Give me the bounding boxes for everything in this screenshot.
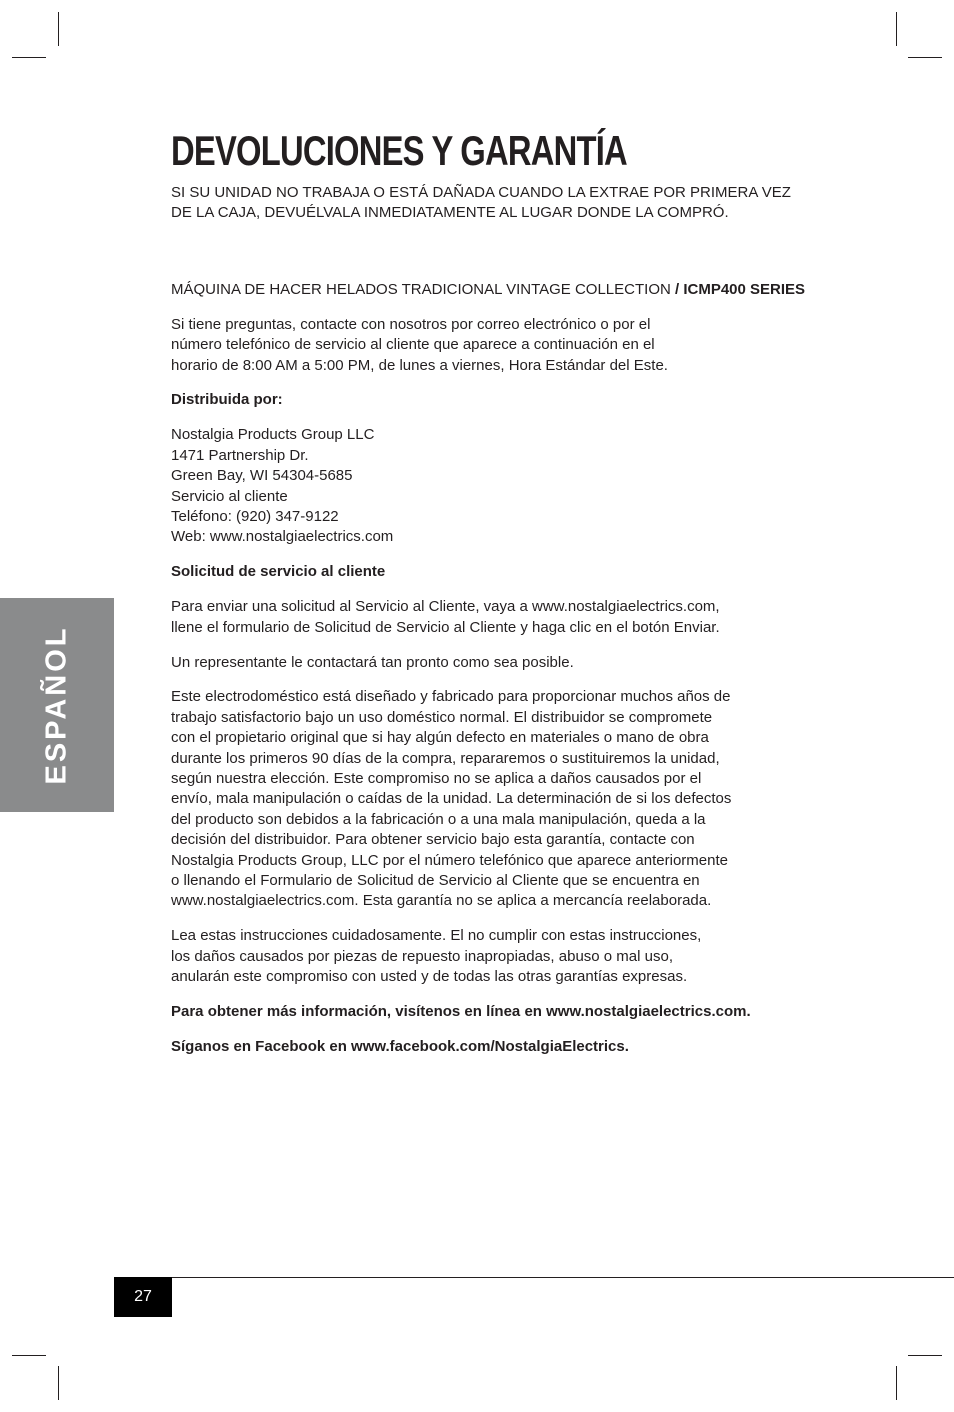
page-title: DEVOLUCIONES Y GARANTÍA: [171, 127, 627, 174]
more-info-line: Para obtener más información, visítenos en línea en www.nostalgiaelectrics.com.: [171, 1003, 751, 1021]
language-tab: [0, 598, 114, 812]
warranty-line: www.nostalgiaelectrics.com. Esta garantía no se aplica a mercancía reelaborada.: [171, 892, 712, 910]
address-line: Green Bay, WI 54304-5685: [171, 467, 353, 485]
product-line: [171, 280, 811, 300]
warranty-line: o llenando el Formulario de Solicitud de Servicio al Cliente que se encuentra en: [171, 872, 700, 890]
address-line: Web: www.nostalgiaelectrics.com: [171, 528, 394, 546]
product-name: MÁQUINA DE HACER HELADOS TRADICIONAL VINTAGE COLLECTION: [171, 280, 675, 298]
address-line: Nostalgia Products Group LLC: [171, 426, 375, 444]
distributed-by-heading: Distribuida por:: [171, 391, 283, 409]
contact-line: horario de 8:00 AM a 5:00 PM, de lunes a viernes, Hora Estándar del Este.: [171, 356, 668, 374]
warranty-line: según nuestra elección. Este compromiso no se aplica a daños causados por el: [171, 770, 702, 788]
language-tab-label: ESPAÑOL: [40, 625, 73, 785]
warranty-line: decisión del distribuidor. Para obtener servicio bajo esta garantía, contacte con: [171, 831, 695, 849]
warranty-line: del producto son debidos a la fabricación o a una mala manipulación, queda a la: [171, 810, 706, 828]
facebook-line: Síganos en Facebook en www.facebook.com/NostalgiaElectrics.: [171, 1038, 629, 1055]
crop-mark-bottom-right-horizontal: [908, 1355, 942, 1356]
contact-paragraph: [171, 315, 811, 376]
warranty-line: trabajo satisfactorio bajo un uso doméstico normal. El distribuidor se compromete: [171, 708, 713, 726]
address-line: Servicio al cliente: [171, 487, 288, 505]
crop-mark-top-left-vertical: [58, 12, 59, 46]
intro-line: DE LA CAJA, DEVUÉLVALA INMEDIATAMENTE AL LUGAR DONDE LA COMPRÓ.: [171, 204, 729, 222]
warranty-paragraph: [171, 687, 811, 911]
footer-rule: [114, 1277, 954, 1278]
contact-line: número telefónico de servicio al cliente que aparece a continuación en el: [171, 336, 655, 354]
instructions-line: anularán este compromiso con usted y de todas las otras garantías expresas.: [171, 968, 688, 986]
warranty-line: Este electrodoméstico está diseñado y fabricado para proporcionar muchos años de: [171, 688, 731, 706]
crop-mark-top-right-vertical: [896, 12, 897, 46]
crop-mark-bottom-left-vertical: [58, 1366, 59, 1400]
crop-mark-bottom-right-vertical: [896, 1366, 897, 1400]
service-request-line: Para enviar una solicitud al Servicio al Cliente, vaya a www.nostalgiaelectrics.com,: [171, 598, 720, 616]
intro-notice: [171, 183, 811, 224]
service-request-line: llene el formulario de Solicitud de Servicio al Cliente y haga clic en el botón Enviar.: [171, 618, 720, 636]
instructions-paragraph: [171, 926, 811, 987]
page-number: 27: [134, 1288, 152, 1305]
service-request-paragraph: [171, 597, 811, 638]
address-block: [171, 425, 811, 547]
address-line: 1471 Partnership Dr.: [171, 446, 309, 464]
warranty-line: durante los primeros 90 días de la compra, repararemos o sustituiremos la unidad,: [171, 749, 720, 767]
document-body: [171, 183, 811, 1057]
crop-mark-top-left-horizontal: [12, 57, 46, 58]
page-number-box: [114, 1277, 172, 1317]
instructions-line: Lea estas instrucciones cuidadosamente. El no cumplir con estas instrucciones,: [171, 927, 702, 945]
warranty-line: Nostalgia Products Group, LLC por el número telefónico que aparece anteriormente: [171, 851, 728, 869]
representative-paragraph: Un representante le contactará tan pronto como sea posible.: [171, 653, 574, 671]
contact-line: Si tiene preguntas, contacte con nosotros por correo electrónico o por el: [171, 315, 651, 333]
address-line: Teléfono: (920) 347-9122: [171, 507, 339, 525]
crop-mark-top-right-horizontal: [908, 57, 942, 58]
product-series: / ICMP400 SERIES: [675, 280, 806, 298]
instructions-line: los daños causados por piezas de repuesto inapropiadas, abuso o mal uso,: [171, 947, 673, 965]
warranty-line: envío, mala manipulación o caídas de la unidad. La determinación de si los defectos: [171, 790, 732, 808]
intro-line: SI SU UNIDAD NO TRABAJA O ESTÁ DAÑADA CUANDO LA EXTRAE POR PRIMERA VEZ: [171, 184, 791, 201]
warranty-line: con el propietario original que si hay algún defecto en materiales o mano de obra: [171, 729, 709, 747]
crop-mark-bottom-left-horizontal: [12, 1355, 46, 1356]
service-request-heading: Solicitud de servicio al cliente: [171, 563, 386, 581]
